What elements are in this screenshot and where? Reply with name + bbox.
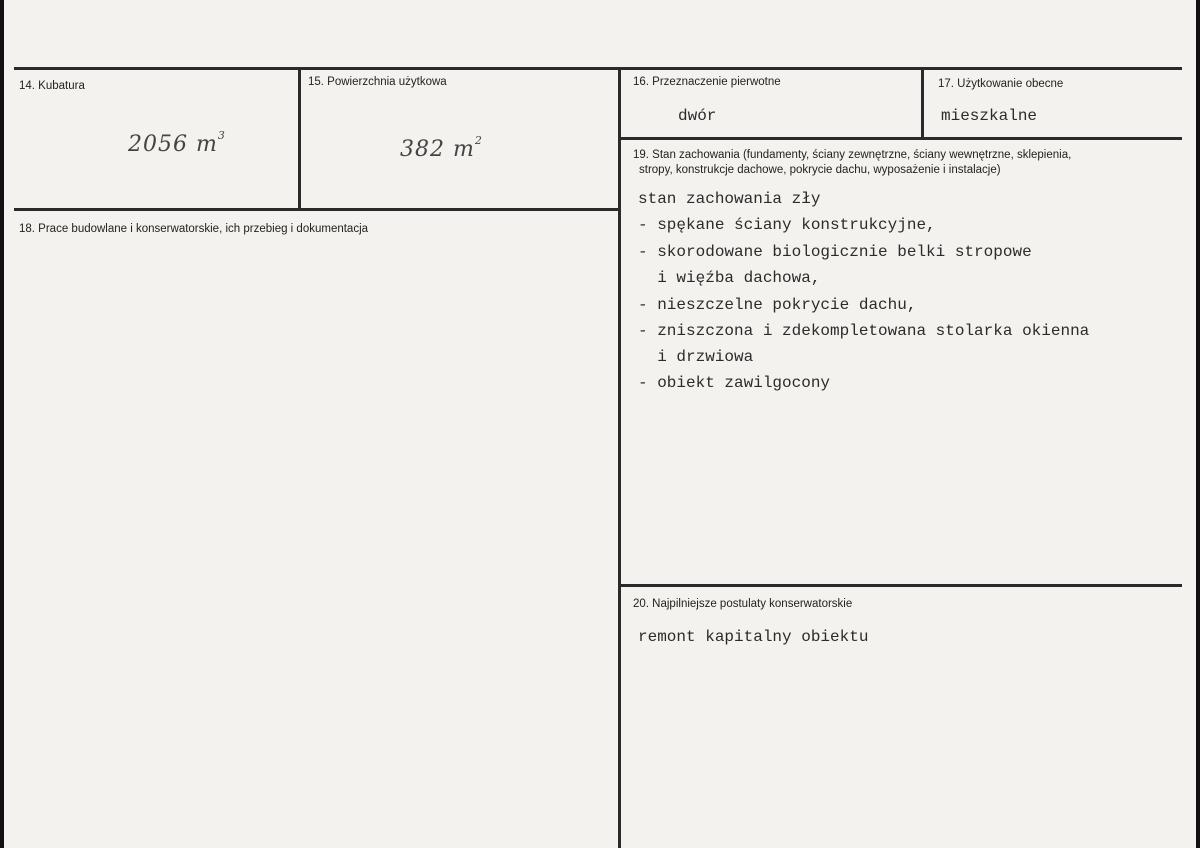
field-14-exponent: 3 <box>217 128 226 142</box>
field-14-number: 2056 <box>128 132 188 157</box>
field-18-label: 18. Prace budowlane i konserwatorskie, ich przebieg i dokumentacja <box>19 223 369 235</box>
field-17-value: mieszkalne <box>941 107 1038 125</box>
field-14-label: 14. Kubatura <box>19 80 85 92</box>
condition-line: - nieszczelne pokrycie dachu, <box>638 296 917 314</box>
divider-14-15 <box>298 67 301 210</box>
field-15-number: 382 <box>400 137 445 162</box>
rule-above-20 <box>620 584 1182 587</box>
field-16-label: 16. Przeznaczenie pierwotne <box>633 76 781 88</box>
divider-main <box>618 67 621 848</box>
condition-line: i drzwiowa <box>638 348 754 366</box>
condition-line: i więźba dachowa, <box>638 269 821 287</box>
field-17-label: 17. Użytkowanie obecne <box>938 78 1064 90</box>
condition-line: - skorodowane biologicznie belki stropowe <box>638 243 1032 261</box>
condition-line: - obiekt zawilgocony <box>638 374 831 392</box>
field-15-value <box>400 133 483 162</box>
field-19-label-line2: stropy, konstrukcje dachowe, pokrycie dachu, wyposażenie i instalacje) <box>639 164 1001 176</box>
scan-edge-right <box>1196 0 1200 848</box>
divider-16-17 <box>921 67 924 139</box>
field-20-value: remont kapitalny obiektu <box>638 628 869 646</box>
rule-below-14-15 <box>14 208 620 211</box>
field-20-label: 20. Najpilniejsze postulaty konserwatorskie <box>633 598 853 610</box>
field-19-label-line1: 19. Stan zachowania (fundamenty, ściany zewnętrzne, ściany wewnętrzne, sklepienia, <box>633 149 1072 161</box>
rule-below-16-17 <box>620 137 1182 140</box>
field-15-label: 15. Powierzchnia użytkowa <box>308 76 447 88</box>
top-rule <box>14 67 1182 70</box>
field-16-value: dwór <box>678 107 717 125</box>
field-15-unit: m <box>453 137 475 162</box>
field-14-value <box>128 128 226 157</box>
condition-line: stan zachowania zły <box>638 190 821 208</box>
field-15-exponent: 2 <box>474 133 483 147</box>
scan-edge-left <box>0 0 4 848</box>
condition-line: - zniszczona i zdekompletowana stolarka okienna <box>638 322 1090 340</box>
field-14-unit: m <box>196 132 218 157</box>
condition-line: - spękane ściany konstrukcyjne, <box>638 216 936 234</box>
